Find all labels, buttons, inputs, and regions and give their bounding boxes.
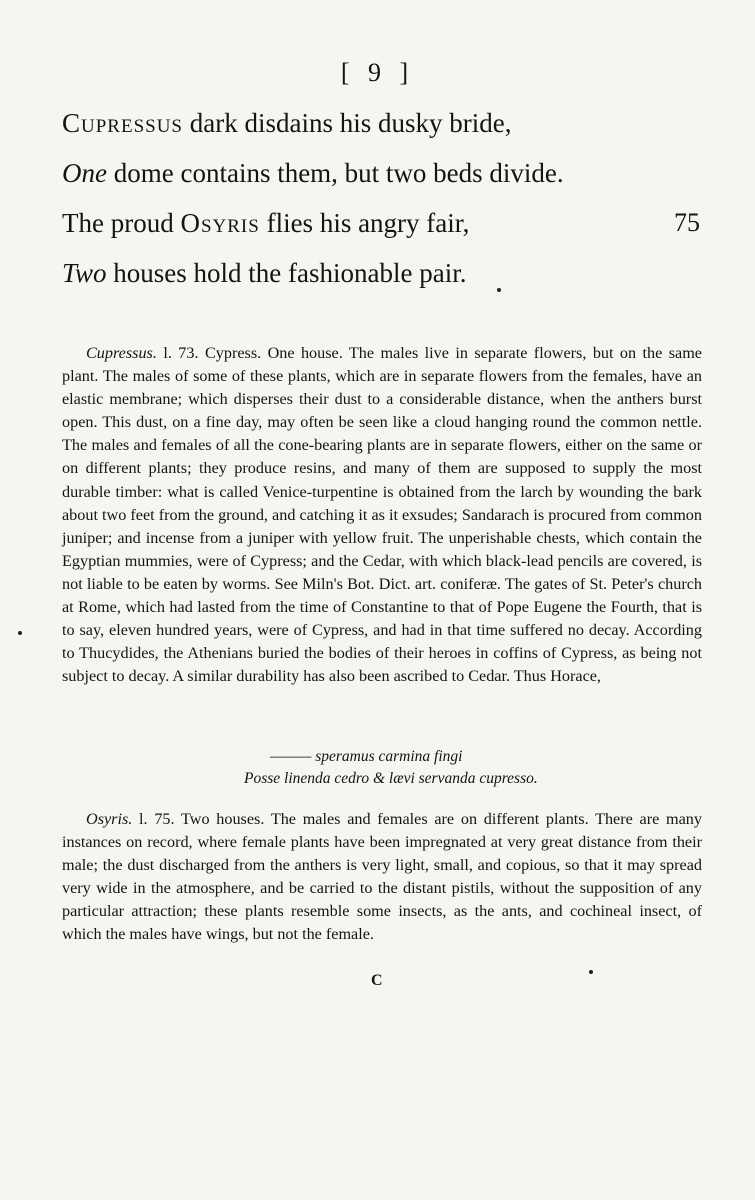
footnote-lead: Cupressus. [86, 344, 157, 362]
line-number: 75 [674, 208, 700, 237]
plant-name: Osyris [180, 208, 260, 238]
emphasis: Two [62, 258, 107, 288]
footnote-body: l. 73. Cypress. One house. The males live in separate flowers, but on the same plant. The males of some of these plants, which are in separate flowers from the females, have an elastic membrane; which disperses their dust to a considerable distance, when the anthers burst open. This dust, on a fine day, may often be seen like a cloud hanging round the common nettle. The males and females of all the cone-bearing plants are in separate flowers, either on the same or on different plants; they produce resins, and many of them are supposed to supply the most durable timber: what is called Venice-turpentine is obtained from the larch by wounding the bark about two feet from the ground, and catching it as it exsudes; Sandarach is procured from common juniper; and incense from a juniper with yellow fruit. The unperishable chests, which contain the Egyptian mummies, were of Cypress; and the Cedar, with which black-lead pencils are covered, is not liable to be eaten by worms. See Miln's Bot. Dict. art. coniferæ. The gates of St. Peter's church at Rome, which had lasted from the time of Constantine to that of Pope Eugene the Fourth, that is to say, eleven hundred years, were of Cypress, and had in that time suffered no decay. According to Thucydides, the Athenians buried the bodies of their heroes in coffins of Cypress, as being not subject to decay. A similar durability has also been ascribed to Cedar. Thus Horace, [62, 344, 702, 686]
verse-line: The proud Osyris flies his angry fair, 75 [62, 198, 722, 248]
footnote-cupressus [62, 342, 702, 688]
latin-quote-line: Posse linenda cedro & lævi servanda cupresso. [244, 770, 538, 787]
signature-mark: C [371, 972, 383, 989]
footnote-body: l. 75. Two houses. The males and females are on different plants. There are many instances on record, where female plants have been impregnated at very great distance from their male; the dust discharged from the anthers is very light, small, and copious, so that it may spread very wide in the atmosphere, and be carried to the distant pistils, without the supposition of any particular attraction; these plants resemble some insects, as the ants, and cochineal insect, of which the males have wings, but not the female. [62, 810, 702, 944]
plant-name: Cupressus [62, 108, 183, 138]
page-number: [ 9 ] [340, 58, 415, 87]
emphasis: One [62, 158, 107, 188]
ink-speck [18, 631, 22, 635]
latin-quote-line: ——— speramus carmina fingi [270, 748, 463, 765]
verse-line: Cupressus dark disdains his dusky bride, [62, 108, 512, 138]
footnote-lead: Osyris. [86, 810, 133, 828]
verse-line: Two houses hold the fashionable pair. [62, 258, 467, 288]
verse-line: One dome contains them, but two beds divide. [62, 158, 564, 188]
footnote-osyris [62, 808, 702, 947]
ink-speck [497, 288, 501, 292]
poem [62, 98, 722, 298]
ink-speck [589, 970, 593, 974]
